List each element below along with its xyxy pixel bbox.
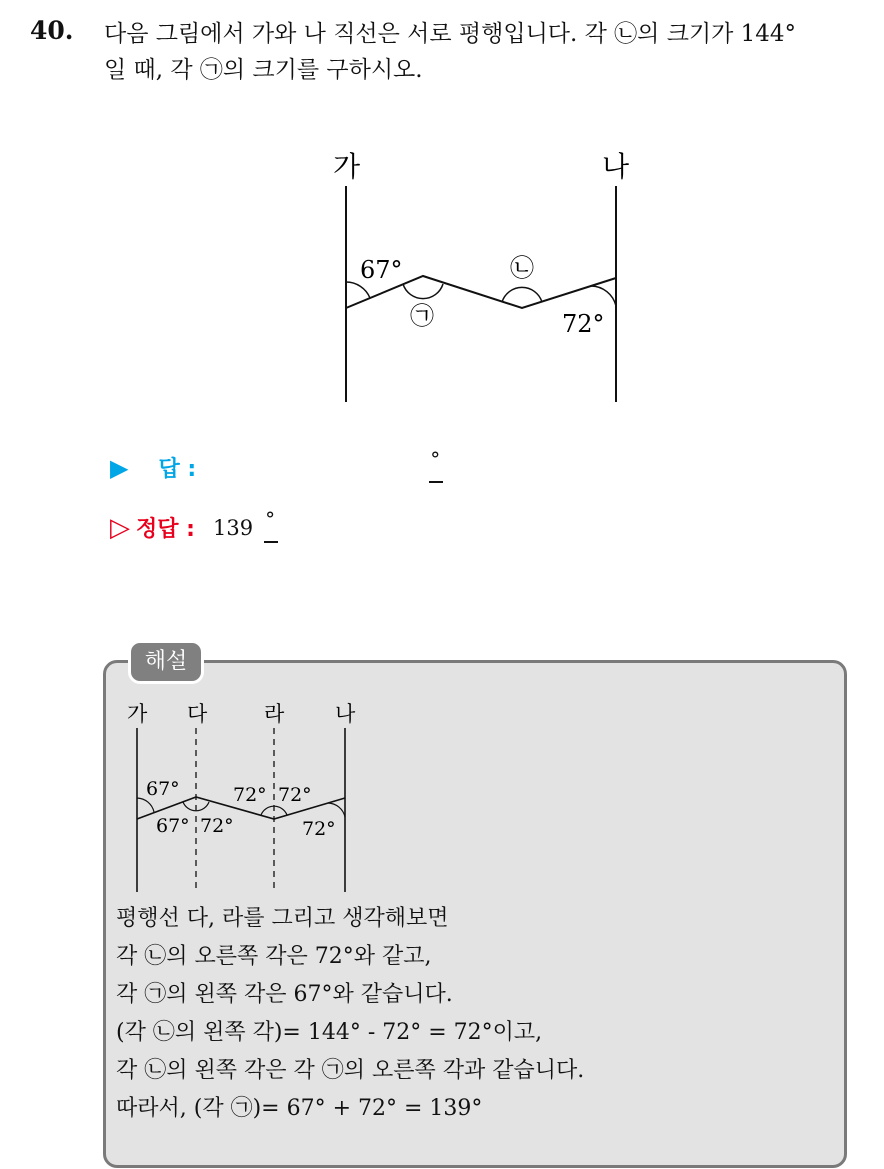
correct-unit: ° (261, 513, 281, 543)
answer-label: 답 : (158, 457, 197, 482)
explanation-line-5: 각 ㉡의 왼쪽 각은 각 ㉠의 오른쪽 각과 같습니다. (116, 1058, 585, 1083)
arc-67 (346, 282, 370, 298)
question-line-2: 일 때, 각 ㉠의 크기를 구하시오. (104, 57, 423, 83)
explanation-line-2: 각 ㉡의 오른쪽 각은 72°와 같고, (116, 944, 432, 969)
question-text (104, 16, 874, 88)
answer-unit: ° (426, 453, 446, 483)
explanation-figure (116, 695, 376, 900)
mark-b: ㉡ (510, 254, 534, 282)
fig-angle-5: 72° (278, 784, 312, 806)
answer-arrow-icon: ▶ (110, 453, 129, 482)
parallel-lines-figure (300, 140, 660, 410)
label-ga: 가 (333, 150, 361, 183)
fig-angle-1: 67° (146, 778, 180, 800)
explanation-line-3: 각 ㉠의 왼쪽 각은 67°와 같습니다. (116, 982, 453, 1007)
explanation-tab: 해설 (128, 640, 204, 684)
arc-b (502, 287, 542, 302)
fig-label-ga: 가 (127, 702, 148, 726)
answer-row (110, 446, 446, 483)
mark-a: ㉠ (410, 302, 434, 330)
fig-arc-1 (137, 798, 154, 812)
arc-72 (591, 286, 616, 306)
fig-angle-6: 72° (302, 818, 336, 840)
fig-angle-3: 72° (200, 815, 234, 837)
explanation-line-4: (각 ㉡의 왼쪽 각)= 144° - 72° = 72°이고, (116, 1020, 543, 1045)
correct-value: 139 (212, 515, 254, 540)
correct-label: 정답 : (136, 517, 195, 542)
label-na: 나 (602, 150, 630, 183)
fig-label-da: 다 (187, 702, 208, 726)
explanation-line-1: 평행선 다, 라를 그리고 생각해보면 (116, 906, 449, 931)
correct-arrow-icon: ▷ (110, 512, 130, 543)
fig-arc-4 (328, 803, 345, 817)
angle-72: 72° (562, 310, 605, 338)
arc-a (403, 284, 443, 299)
explanation-line-6: 따라서, (각 ㉠)= 67° + 72° = 139° (116, 1096, 483, 1121)
fig-angle-2: 67° (156, 815, 190, 837)
explanation-text (116, 900, 584, 1128)
correct-answer-row (110, 506, 281, 543)
angle-67: 67° (360, 256, 403, 284)
fig-label-na: 나 (335, 702, 356, 726)
answer-input[interactable] (196, 454, 426, 482)
question-line-1: 다음 그림에서 가와 나 직선은 서로 평행입니다. 각 ㉡의 크기가 144° (104, 21, 797, 47)
fig-angle-4: 72° (233, 784, 267, 806)
fig-label-ra: 라 (264, 702, 285, 726)
question-number: 40. (30, 16, 74, 45)
